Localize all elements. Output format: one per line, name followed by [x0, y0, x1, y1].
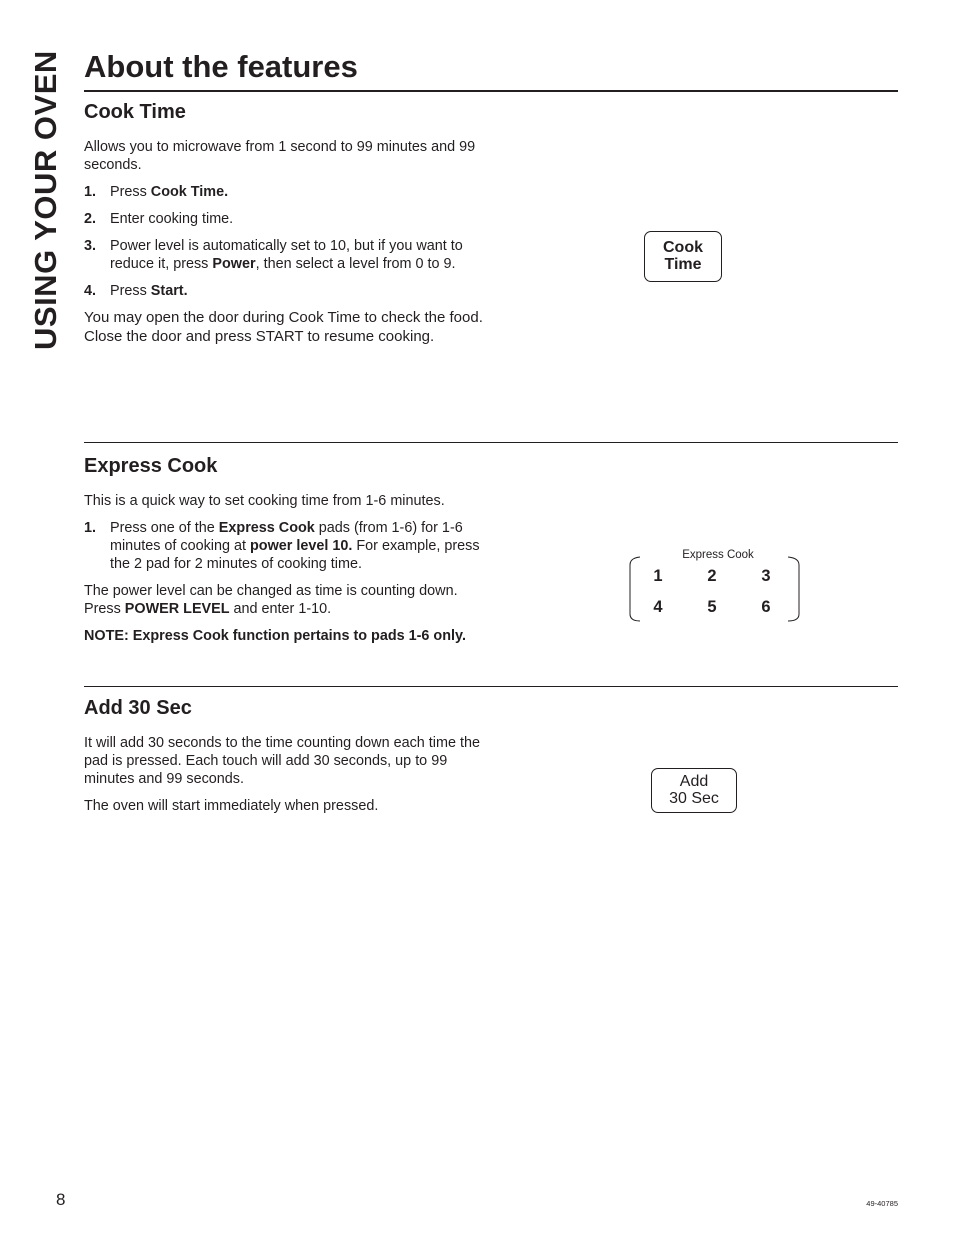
express-cook-steps	[84, 519, 484, 573]
step-number: 1.	[84, 184, 97, 200]
section-divider	[84, 442, 898, 443]
step-bold: Cook Time.	[150, 184, 229, 200]
step-text: Power level is automatically set to 10, but if you want to reduce it, press	[110, 238, 463, 272]
express-cook-power-text	[84, 582, 484, 618]
cook-time-step-2	[84, 210, 484, 228]
express-key-3[interactable]: 3	[761, 567, 771, 585]
step-text: Press one of the	[110, 520, 219, 536]
step-text: Press	[110, 184, 151, 200]
page-title: About the features	[84, 49, 358, 84]
express-key-1[interactable]: 1	[653, 567, 663, 585]
add-30-sec-pad[interactable]	[651, 768, 737, 813]
add-30-sec-intro: It will add 30 seconds to the time counting down each time the pad is pressed. Each touch will add 30 seconds, up to 99 minutes and 99 seconds.	[84, 735, 480, 787]
add-30-sec-pad-line1: Add	[679, 773, 709, 790]
document-code: 49-40785	[866, 1199, 898, 1208]
express-cook-section	[84, 454, 484, 654]
step-text: Enter cooking time.	[110, 211, 234, 227]
cook-time-pad[interactable]	[644, 231, 722, 282]
step-bold: power level 10.	[250, 538, 353, 554]
express-key-6[interactable]: 6	[761, 598, 771, 616]
step-number: 3.	[84, 238, 97, 254]
add-30-sec-pad-line2: 30 Sec	[669, 789, 719, 807]
cook-time-step-4	[84, 282, 484, 300]
add-30-sec-section	[84, 696, 484, 824]
power-bold: POWER LEVEL	[124, 601, 230, 617]
express-key-2[interactable]: 2	[707, 567, 717, 585]
side-tab	[28, 50, 64, 350]
express-cook-step-1	[84, 519, 484, 573]
side-tab-label: USING YOUR OVEN	[28, 50, 63, 350]
step-bold: Start.	[150, 283, 188, 299]
add-30-sec-note: The oven will start immediately when pressed.	[84, 798, 379, 814]
step-number: 2.	[84, 211, 97, 227]
add-30-sec-heading: Add 30 Sec	[84, 697, 192, 719]
section-divider	[84, 686, 898, 687]
page-number: 8	[56, 1190, 66, 1209]
express-cook-note: NOTE: Express Cook function pertains to pads 1-6 only.	[84, 628, 466, 644]
step-number: 1.	[84, 520, 97, 536]
power-text-end: and enter 1-10.	[229, 601, 332, 617]
cook-time-steps	[84, 183, 484, 300]
step-text: pads (from 1-6) for 1-6 minutes of cooking at	[110, 520, 463, 554]
express-cook-intro: This is a quick way to set cooking time from 1-6 minutes.	[84, 493, 445, 509]
cook-time-section	[84, 100, 484, 355]
step-bold: Express Cook	[218, 520, 315, 536]
power-text: The power level can be changed as time is counting down. Press	[84, 583, 458, 617]
step-text: Press	[110, 283, 151, 299]
cook-time-pad-line1: Cook	[663, 239, 703, 256]
step-text-end: , then select a level from 0 to 9.	[255, 256, 456, 272]
express-cook-heading: Express Cook	[84, 455, 218, 477]
cook-time-heading: Cook Time	[84, 101, 186, 123]
cook-time-step-3	[84, 237, 484, 273]
express-key-5[interactable]: 5	[707, 598, 717, 616]
express-key-4[interactable]: 4	[653, 598, 663, 616]
step-bold: Power	[212, 256, 256, 272]
step-text: For example, press the 2 pad for 2 minutes of cooking time.	[110, 538, 480, 572]
cook-time-step-1	[84, 183, 484, 201]
title-rule	[84, 90, 898, 92]
cook-time-intro: Allows you to microwave from 1 second to 99 minutes and 99 seconds.	[84, 139, 476, 173]
express-cook-pads	[628, 548, 802, 623]
cook-time-note: You may open the door during Cook Time to check the food. Close the door and press START to resume cooking.	[84, 309, 483, 345]
express-cook-label: Express Cook	[682, 549, 754, 561]
step-number: 4.	[84, 283, 97, 299]
cook-time-pad-line2: Time	[664, 255, 702, 273]
